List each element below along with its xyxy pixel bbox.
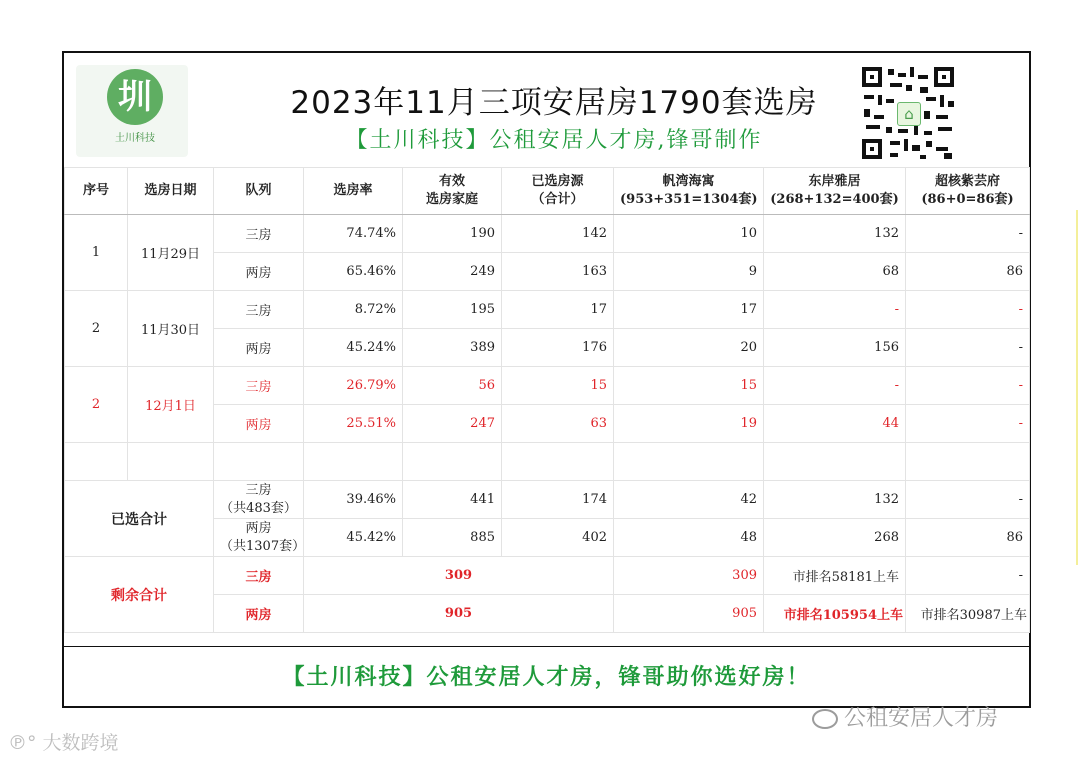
cell-queue: 两房 (214, 595, 304, 633)
cell-rate: 65.46% (304, 253, 403, 291)
cell-queue: 三房 (214, 367, 304, 405)
cell-chaohe: - (906, 405, 1030, 443)
cell-chaohe: 86 (906, 253, 1030, 291)
sheet-header (64, 53, 1029, 168)
cell-dongan: 132 (764, 481, 906, 519)
cell-dongan: 132 (764, 215, 906, 253)
cell-date: 11月30日 (128, 291, 214, 367)
cell-rate: 39.46% (304, 481, 403, 519)
cell-queue: 两房 （共1307套） (214, 519, 304, 557)
cell-queue: 三房 (214, 215, 304, 253)
col-header-queue: 队列 (214, 168, 304, 215)
cell-fanwan: 309 (614, 557, 764, 595)
cell-fanwan: 9 (614, 253, 764, 291)
cell-families: 441 (403, 481, 502, 519)
cell-queue: 三房 (214, 557, 304, 595)
cell-dongan: 268 (764, 519, 906, 557)
cell-fanwan: 15 (614, 367, 764, 405)
cell-chosen: 174 (502, 481, 614, 519)
table-row (65, 367, 1030, 405)
cell-dongan: 68 (764, 253, 906, 291)
cell-queue: 三房 （共483套） (214, 481, 304, 519)
housing-selection-sheet (62, 51, 1031, 708)
cell-rate: 74.74% (304, 215, 403, 253)
cell-date: 11月29日 (128, 215, 214, 291)
cell-chaohe: - (906, 557, 1030, 595)
cell-fanwan: 905 (614, 595, 764, 633)
cell-remaining-total: 905 (304, 595, 614, 633)
cell-dongan: 156 (764, 329, 906, 367)
cell-dongan: 市排名105954上车 (764, 595, 906, 633)
col-header-dongan: 东岸雅居 (268+132=400套) (764, 168, 906, 215)
col-header-chaohe: 超核紫芸府 (86+0=86套) (906, 168, 1030, 215)
col-header-rate: 选房率 (304, 168, 403, 215)
cell-rate: 8.72% (304, 291, 403, 329)
cell-chosen: 163 (502, 253, 614, 291)
cell-chosen: 176 (502, 329, 614, 367)
wechat-icon (812, 709, 838, 729)
cell-fanwan: 48 (614, 519, 764, 557)
cell-rate: 45.24% (304, 329, 403, 367)
footer-slogan: 【土川科技】公租安居人才房，锋哥助你选好房！ (64, 646, 1029, 707)
cell-seq: 2 (65, 367, 128, 443)
logo-glyph: 圳 (107, 69, 163, 125)
remaining-total-row (65, 557, 1030, 595)
cell-fanwan: 42 (614, 481, 764, 519)
cell-seq: 2 (65, 291, 128, 367)
blank-row (65, 443, 1030, 481)
cell-families: 56 (403, 367, 502, 405)
cell-dongan: - (764, 367, 906, 405)
cell-remaining-total: 309 (304, 557, 614, 595)
home-icon: ⌂ (897, 102, 921, 126)
cell-fanwan: 20 (614, 329, 764, 367)
cell-chaohe: - (906, 481, 1030, 519)
watermark-right (812, 701, 998, 732)
selected-total-label: 已选合计 (65, 481, 214, 557)
watermark-right-text: 公租安居人才房 (844, 706, 999, 731)
cell-queue: 两房 (214, 405, 304, 443)
brand-logo (76, 65, 188, 157)
table-row (65, 291, 1030, 329)
cell-seq: 1 (65, 215, 128, 291)
col-header-seq: 序号 (65, 168, 128, 215)
cell-chaohe: - (906, 291, 1030, 329)
cell-rate: 25.51% (304, 405, 403, 443)
logo-text: 土川科技 (115, 133, 155, 144)
page-title: 2023年11月三项安居房1790套选房 (290, 85, 818, 121)
watermark-left (8, 728, 119, 755)
cell-rate: 45.42% (304, 519, 403, 557)
cell-chaohe: 市排名30987上车 (906, 595, 1030, 633)
remaining-total-label: 剩余合计 (65, 557, 214, 633)
page-subtitle: 【土川科技】公租安居人才房,锋哥制作 (345, 128, 763, 153)
selection-table (64, 167, 1030, 633)
side-highlight-line (1076, 210, 1078, 565)
cell-queue: 两房 (214, 329, 304, 367)
cell-dongan: - (764, 291, 906, 329)
cell-chosen: 142 (502, 215, 614, 253)
col-header-chosen: 已选房源 （合计） (502, 168, 614, 215)
cell-chaohe: - (906, 215, 1030, 253)
watermark-logo-icon: ℗° (8, 732, 37, 754)
cell-chosen: 63 (502, 405, 614, 443)
col-header-date: 选房日期 (128, 168, 214, 215)
cell-queue: 三房 (214, 291, 304, 329)
cell-families: 247 (403, 405, 502, 443)
qr-code-icon (860, 65, 956, 161)
cell-families: 190 (403, 215, 502, 253)
selected-total-row (65, 481, 1030, 519)
cell-dongan: 44 (764, 405, 906, 443)
cell-date: 12月1日 (128, 367, 214, 443)
table-header-row (65, 168, 1030, 215)
col-header-fanwan: 帆湾海寓 (953+351=1304套) (614, 168, 764, 215)
cell-fanwan: 10 (614, 215, 764, 253)
cell-chosen: 402 (502, 519, 614, 557)
cell-rate: 26.79% (304, 367, 403, 405)
cell-families: 195 (403, 291, 502, 329)
table-row (65, 215, 1030, 253)
cell-queue: 两房 (214, 253, 304, 291)
watermark-left-text: 大数跨境 (42, 732, 119, 754)
cell-chaohe: - (906, 367, 1030, 405)
cell-fanwan: 17 (614, 291, 764, 329)
cell-chosen: 17 (502, 291, 614, 329)
col-header-families: 有效 选房家庭 (403, 168, 502, 215)
cell-fanwan: 19 (614, 405, 764, 443)
cell-dongan: 市排名58181上车 (764, 557, 906, 595)
cell-chaohe: 86 (906, 519, 1030, 557)
cell-chaohe: - (906, 329, 1030, 367)
cell-chosen: 15 (502, 367, 614, 405)
cell-families: 249 (403, 253, 502, 291)
cell-families: 885 (403, 519, 502, 557)
cell-families: 389 (403, 329, 502, 367)
